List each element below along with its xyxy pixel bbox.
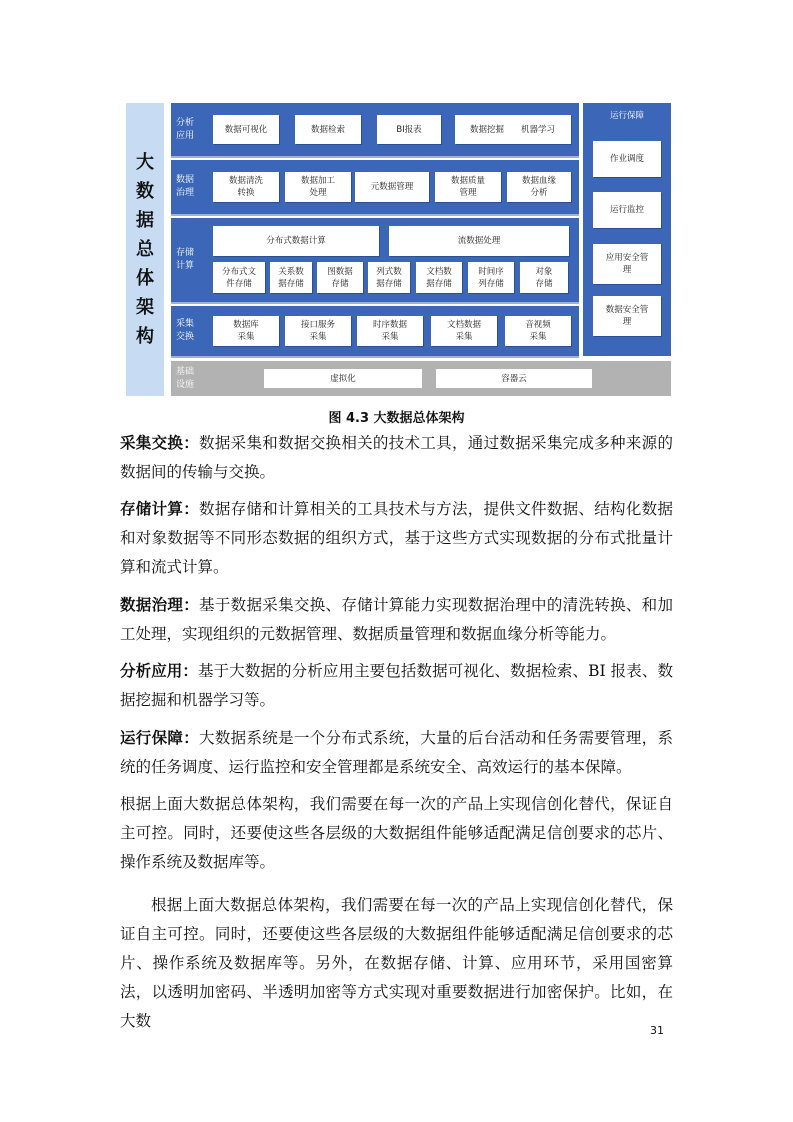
box-data-visualization: 数据可视化 [213, 115, 279, 144]
box-ops-monitoring: 运行监控 [593, 192, 661, 228]
para-text: 数据采集和数据交换相关的技术工具，通过数据采集完成多种来源的数据间的传输与交换。 [120, 434, 673, 481]
box-job-scheduling: 作业调度 [593, 141, 661, 177]
box-distributed-compute: 分布式数据计算 [213, 226, 379, 256]
title-char: 架 [136, 297, 154, 318]
ops-title: 运行保障 [609, 111, 644, 121]
box-media-collection: 音视频 采集 [505, 316, 571, 346]
para-plain: 根据上面大数据总体架构，我们需要在每一次的产品上实现信创化替代，保证自主可控。同时，还要使这些各层级的大数据组件能够适配满足信创要求的芯片、操作系统及数据库等。 [120, 795, 673, 871]
layer-governance [171, 160, 579, 214]
para-indented: 根据上面大数据总体架构，我们需要在每一次的产品上实现信创化替代，保证自主可控。同时，还要使这些各层级的大数据组件能够适配满足信创要求的芯片、操作系统及数据库等。另外，在数据存储、计算、应用环节，采用国密算法，以透明加密码、半透明加密等方式实现对重要数据进行加密保护。比如，在大数 [120, 896, 673, 1030]
para-governance [120, 591, 673, 649]
para-analysis [120, 657, 673, 715]
box-api-collection: 接口服务 采集 [285, 316, 351, 346]
para-ops [120, 724, 673, 782]
box-container-cloud: 容器云 [436, 369, 592, 388]
box-timeseries-storage: 时间序 列存储 [468, 262, 514, 293]
diagram-title-column [126, 103, 164, 396]
box-data-retrieval: 数据检索 [295, 115, 361, 144]
ops-column [583, 103, 671, 356]
architecture-diagram [126, 103, 671, 396]
page-number: 31 [650, 1024, 664, 1037]
para-collection [120, 429, 673, 487]
term-label: 运行保障： [120, 729, 200, 747]
para-text: 基于大数据的分析应用主要包括数据可视化、数据检索、BI 报表、数据挖掘和机器学习等。 [120, 662, 673, 709]
box-database-collection: 数据库 采集 [213, 316, 279, 346]
box-machine-learning: 机器学习 [505, 115, 571, 144]
box-data-cleansing: 数据清洗 转换 [213, 172, 279, 202]
para-text: 大数据系统是一个分布式系统，大量的后台活动和任务需要管理，系统的任务调度、运行监控和安全管理都是系统安全、高效运行的基本保障。 [120, 729, 673, 776]
title-char: 总 [136, 239, 154, 260]
box-distributed-file-storage: 分布式文 件存储 [213, 262, 265, 293]
layer-label-governance: 数据 治理 [176, 175, 195, 198]
title-char: 大 [136, 152, 154, 173]
layer-collection [171, 306, 579, 356]
term-label: 采集交换： [120, 434, 200, 452]
layer-label-infrastructure: 基础 设施 [176, 366, 195, 390]
figure-caption: 图 4.3 大数据总体架构 [328, 411, 465, 426]
title-char: 构 [136, 326, 154, 347]
term-label: 数据治理： [120, 596, 200, 614]
para-storage [120, 495, 673, 582]
layer-infrastructure [171, 361, 671, 396]
box-object-storage: 对象 存储 [520, 262, 568, 293]
box-relational-storage: 关系数 据存储 [270, 262, 312, 293]
para-text: 基于数据采集交换、存储计算能力实现数据治理中的清洗转换、和加工处理，实现组织的元数据管理、数据质量管理和数据血缘分析等能力。 [120, 596, 673, 643]
para-text: 数据存储和计算相关的工具技术与方法，提供文件数据、结构化数据和对象数据等不同形态数据的组织方式，基于这些方式实现数据的分布式批量计算和流式计算。 [120, 500, 673, 576]
box-graph-storage: 图数据 存储 [317, 262, 363, 293]
box-timeseries-collection: 时序数据 采集 [357, 316, 423, 346]
term-label: 存储计算： [120, 500, 200, 518]
box-columnar-storage: 列式数 据存储 [368, 262, 410, 293]
term-label: 分析应用： [120, 662, 199, 680]
box-metadata-management: 元数据管理 [355, 172, 429, 202]
layer-label-storage: 存储 计算 [176, 248, 195, 271]
layer-label-collection: 采集 交换 [176, 319, 195, 342]
box-app-security: 应用安全管 理 [593, 244, 661, 284]
box-data-lineage: 数据血缘 分析 [507, 172, 571, 202]
box-data-quality: 数据质量 管理 [435, 172, 501, 202]
box-bi-report: BI报表 [377, 115, 441, 144]
layer-storage-compute [171, 218, 579, 302]
layer-analysis [171, 103, 579, 156]
box-document-collection: 文档数据 采集 [431, 316, 497, 346]
title-char: 体 [136, 268, 154, 289]
box-data-mining: 数据挖掘 [455, 115, 519, 144]
box-data-processing: 数据加工 处理 [285, 172, 351, 202]
box-virtualization: 虚拟化 [264, 369, 422, 388]
title-char: 据 [136, 210, 154, 231]
box-document-storage: 文档数 据存储 [416, 262, 462, 293]
box-data-security: 数据安全管 理 [593, 296, 661, 336]
layer-label-analysis: 分析 应用 [176, 117, 195, 141]
box-stream-processing: 流数据处理 [389, 226, 569, 256]
title-char: 数 [136, 181, 154, 202]
